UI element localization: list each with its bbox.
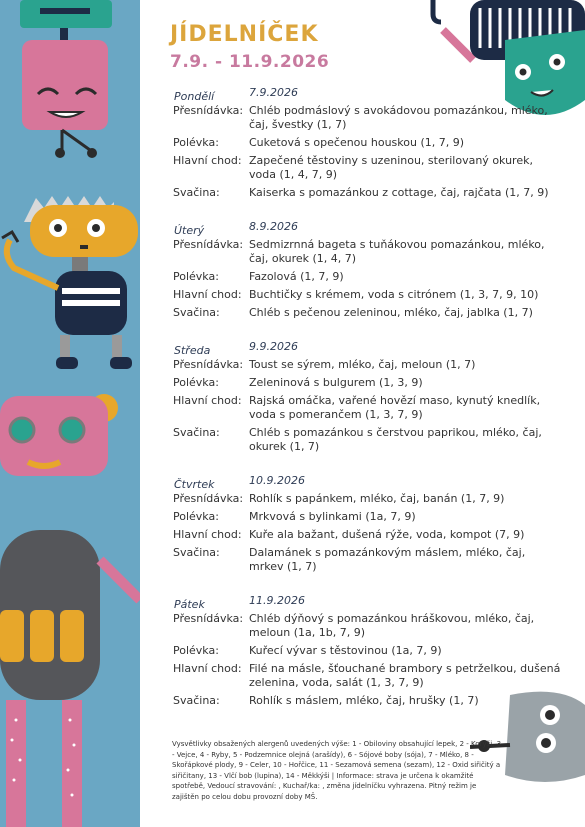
meal-label: Polévka: (173, 270, 219, 283)
meal-row (173, 612, 563, 640)
meal-label: Přesnídávka: (173, 358, 244, 371)
day-block (173, 472, 563, 574)
meal-label: Hlavní chod: (173, 394, 242, 407)
meal-row (173, 154, 563, 182)
meal-label: Polévka: (173, 136, 219, 149)
meal-value: Chléb s pomazánkou s čerstvou paprikou, mléko, čaj, okurek (1, 7) (249, 426, 542, 453)
meal-value: Zeleninová s bulgurem (1, 3, 9) (249, 376, 423, 389)
meal-label: Polévka: (173, 376, 219, 389)
meal-value: Cuketová s opečenou houskou (1, 7, 9) (249, 136, 465, 149)
meal-label: Hlavní chod: (173, 528, 242, 541)
day-name: Pondělí (174, 90, 215, 103)
robots-illustration (0, 0, 140, 827)
meal-value: Rohlík s papánkem, mléko, čaj, banán (1, 7, 9) (249, 492, 505, 505)
meal-row (173, 306, 563, 320)
meal-row (173, 358, 563, 372)
day-header (173, 218, 563, 237)
meal-row (173, 104, 563, 132)
meal-row (173, 694, 563, 708)
day-name: Středa (174, 344, 211, 357)
weekly-menu (173, 84, 563, 708)
day-date: 11.9.2026 (249, 594, 305, 607)
meal-value: Chléb dýňový s pomazánkou hráškovou, mléko, čaj, meloun (1a, 1b, 7, 9) (249, 612, 535, 639)
meal-label: Svačina: (173, 186, 220, 199)
meal-value: Chléb podmáslový s avokádovou pomazánkou, mléko, čaj, švestky (1, 7) (249, 104, 548, 131)
meal-label: Přesnídávka: (173, 104, 244, 117)
meal-row (173, 376, 563, 390)
meal-value: Kuřecí vývar s těstovinou (1a, 7, 9) (249, 644, 442, 657)
day-date: 8.9.2026 (249, 220, 298, 233)
meal-label: Svačina: (173, 426, 220, 439)
meal-row (173, 644, 563, 658)
day-date: 10.9.2026 (249, 474, 305, 487)
meal-label: Přesnídávka: (173, 612, 244, 625)
meal-label: Přesnídávka: (173, 492, 244, 505)
day-header (173, 84, 563, 103)
meal-label: Svačina: (173, 546, 220, 559)
meal-value: Kaiserka s pomazánkou z cottage, čaj, rajčata (1, 7, 9) (249, 186, 549, 199)
meal-value: Sedmizrnná bageta s tuňákovou pomazánkou, mléko, čaj, okurek (1, 4, 7) (249, 238, 545, 265)
day-block (173, 338, 563, 454)
day-date: 7.9.2026 (249, 86, 298, 99)
meal-row (173, 492, 563, 506)
week-date-range: 7.9. - 11.9.2026 (170, 52, 330, 72)
meal-row (173, 238, 563, 266)
meal-value: Chléb s pečenou zeleninou, mléko, čaj, jablka (1, 7) (249, 306, 533, 319)
day-header (173, 472, 563, 491)
day-name: Čtvrtek (174, 478, 215, 491)
meal-value: Rajská omáčka, vařené hovězí maso, kynutý knedlík, voda s pomerančem (1, 3, 7, 9) (249, 394, 541, 421)
meal-value: Toust se sýrem, mléko, čaj, meloun (1, 7) (249, 358, 476, 371)
meal-row (173, 546, 563, 574)
day-header (173, 592, 563, 611)
day-block (173, 218, 563, 320)
meal-value: Mrkvová s bylinkami (1a, 7, 9) (249, 510, 416, 523)
meal-row (173, 186, 563, 200)
meal-label: Polévka: (173, 644, 219, 657)
meal-value: Rohlík s máslem, mléko, čaj, hrušky (1, 7) (249, 694, 479, 707)
meal-row (173, 136, 563, 150)
day-name: Úterý (174, 224, 205, 237)
meal-row (173, 394, 563, 422)
meal-label: Hlavní chod: (173, 288, 242, 301)
day-block (173, 84, 563, 200)
meal-row (173, 426, 563, 454)
day-header (173, 338, 563, 357)
day-date: 9.9.2026 (249, 340, 298, 353)
meal-row (173, 510, 563, 524)
meal-label: Hlavní chod: (173, 662, 242, 675)
meal-value: Filé na másle, šťouchané brambory s petrželkou, dušená zelenina, voda, salát (1, 3, 7, 9) (249, 662, 561, 689)
meal-row (173, 270, 563, 284)
day-name: Pátek (174, 598, 205, 611)
allergen-footnote: Vysvětlivky obsažených alergenů uvedených výše: 1 - Obiloviny obsahující lepek, 2 - Korýši, 3 - Vejce, 4 - Ryby, 5 - Podzemnice olejná (arašídy), 6 - Sójové boby (sója), 7 - Mléko, 8 - Skořápkové plody, 9 - Celer, 10 - Hořčice, 11 - Sezamová semena (sezam), 12 - Oxid siřičitý a siřičitany, 13 - Vlčí bob (lupina), 14 - Měkkýši | Informace: strava je určena k okamžité spotřebě, Vedoucí stravování: , Kuchař/ka: , změna jídelníčku vyhrazena. Pitný režim je zajištěn po celou dobu provozní doby MŠ. (172, 740, 502, 801)
meal-row (173, 528, 563, 542)
meal-label: Přesnídávka: (173, 238, 244, 251)
meal-row (173, 662, 563, 690)
meal-value: Dalamánek s pomazánkovým máslem, mléko, čaj, mrkev (1, 7) (249, 546, 526, 573)
meal-label: Svačina: (173, 306, 220, 319)
day-block (173, 592, 563, 708)
page-title: JÍDELNÍČEK (170, 22, 319, 47)
meal-label: Hlavní chod: (173, 154, 242, 167)
meal-value: Zapečené těstoviny s uzeninou, sterilovaný okurek, voda (1, 4, 7, 9) (249, 154, 533, 181)
meal-label: Polévka: (173, 510, 219, 523)
meal-value: Fazolová (1, 7, 9) (249, 270, 344, 283)
meal-value: Buchtičky s krémem, voda s citrónem (1, 3, 7, 9, 10) (249, 288, 539, 301)
meal-label: Svačina: (173, 694, 220, 707)
meal-row (173, 288, 563, 302)
meal-value: Kuře ala bažant, dušená rýže, voda, kompot (7, 9) (249, 528, 525, 541)
robot-sidebar-illustration (0, 0, 140, 827)
